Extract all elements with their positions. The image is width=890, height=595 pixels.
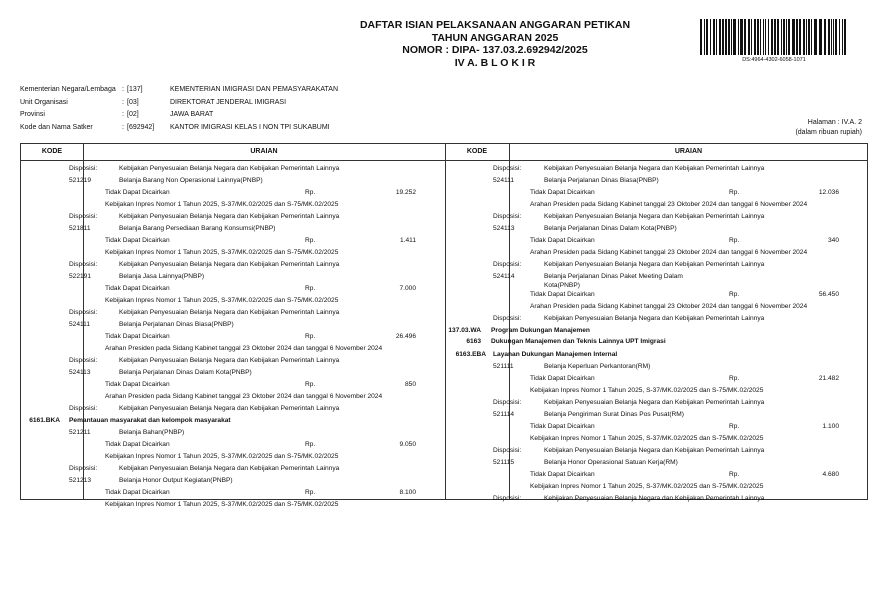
barcode-bar [806,19,807,55]
right_rows-cell: Arahan Presiden pada Sidang Kabinet tanggal 23 Oktober 2024 dan tanggal 6 November 2024 [530,303,808,310]
page-info [795,118,862,138]
meta-name: KANTOR IMIGRASI KELAS I NON TPI SUKABUMI [170,124,330,132]
header-divider [21,160,867,161]
left_rows-cell: Tidak Dapat Dicairkan [105,189,170,196]
left_rows-cell: 524113 [69,369,91,376]
right_rows-cell: 56.450 [818,291,839,298]
right_rows-cell: Tidak Dapat Dicairkan [530,237,595,244]
barcode-bar [751,19,752,55]
left_rows-cell: Kebijakan Penyesuaian Belanja Negara dan Kebijakan Pemerintah Lainnya [119,357,340,364]
barcode-bar [725,19,727,55]
barcode-bar [768,19,769,55]
barcode-bar [833,19,834,55]
kode-header-left: KODE [41,148,63,155]
barcode-bar [783,19,785,55]
left_rows-cell: Rp. [305,381,316,388]
barcode-bar [835,19,837,55]
barcode-bar [792,19,795,55]
barcode-bar [719,19,721,55]
right_rows-cell: Disposisi: [493,447,522,454]
right_rows-cell: Kebijakan Penyesuaian Belanja Negara dan Kebijakan Pemerintah Lainnya [544,399,765,406]
right_rows-cell: Tidak Dapat Dicairkan [530,375,595,382]
left_rows-cell: Kebijakan Inpres Nomor 1 Tahun 2025, S-37/MK.02/2025 dan S-75/MK.02/2025 [105,297,339,304]
left_rows-cell: 521219 [69,177,92,184]
left_rows-cell: Belanja Jasa Lainnya(PNBP) [119,273,205,280]
barcode-bar [733,19,736,55]
barcode-bar [774,19,776,55]
unit-note: (dalam ribuan rupiah) [795,129,862,136]
meta-name: JAWA BARAT [170,111,214,119]
right_rows-cell: Tidak Dapat Dicairkan [530,291,595,298]
meta-label: Kementerian Negara/Lembaga [20,86,116,93]
meta-colon: : [122,98,124,106]
meta-name: DIREKTORAT JENDERAL IMIGRASI [170,98,287,106]
allocation-table [20,143,868,508]
left_rows-cell: 524111 [69,321,91,328]
ds-code: DS:4964-4302-6058-1071 [742,57,806,63]
barcode-bar [716,19,717,55]
right_rows-cell: 524113 [493,225,515,232]
left_rows-cell: Rp. [305,237,316,244]
meta-label: Kode dan Nama Satker [20,124,93,132]
uraian-header-right: URAIAN [674,148,703,155]
left_rows-cell: 1.411 [399,237,416,244]
right_rows-cell: Kota(PNBP) [544,282,580,289]
left_rows-cell: 850 [404,381,416,388]
uraian-header-left: URAIAN [250,148,278,155]
left_rows-cell: 521213 [69,477,92,484]
meta-name: KEMENTERIAN IMIGRASI DAN PEMASYARAKATAN [170,86,339,93]
left_rows-cell: Disposisi: [69,213,98,220]
right_rows-cell: Rp. [729,237,740,244]
right_rows-cell: Rp. [729,471,740,478]
barcode-bar [754,19,756,55]
right_rows-cell: Rp. [729,291,740,298]
right_rows-cell: 137.03.WA [448,327,481,334]
left_rows-cell: Tidak Dapat Dicairkan [105,333,170,340]
left_rows-cell: 7.000 [399,285,416,292]
meta-code: [02] [127,111,139,119]
barcode-bar [748,19,750,55]
meta-code: [692942] [127,124,155,132]
right_rows-cell: Kebijakan Penyesuaian Belanja Negara dan Kebijakan Pemerintah Lainnya [544,165,765,172]
left_rows-cell: Tidak Dapat Dicairkan [105,489,170,496]
barcode-bar [803,19,805,55]
barcode-bar [824,19,826,55]
left_rows-cell: Tidak Dapat Dicairkan [105,441,170,448]
left_rows-cell: Tidak Dapat Dicairkan [105,285,170,292]
right_rows-cell: Disposisi: [493,495,522,502]
right_rows-cell: 6163 [466,338,481,345]
meta-label: Unit Organisasi [20,98,68,106]
meta-label: Provinsi [20,111,45,119]
left_rows-cell: Pemantauan masyarakat dan kelompok masyarakat [69,417,231,424]
barcode-bar [700,19,702,55]
left_rows-cell: Rp. [305,441,316,448]
title-line-4: IV A. B L O K I R [454,56,536,69]
left_rows-cell: 521811 [69,225,91,232]
barcode-bar [831,19,832,55]
barcode-bar [771,19,773,55]
right_rows-cell: 21.482 [818,375,839,382]
right_rows-cell: Disposisi: [493,315,522,322]
column-divider [445,144,446,499]
left_rows-cell: Rp. [305,489,316,496]
title-line-3: NOMOR : DIPA- 137.03.2.692942/2025 [402,44,588,56]
barcode-bar [808,19,810,55]
left_rows-cell: 26.496 [395,333,416,340]
right_rows-cell: Belanja Honor Operasional Satuan Kerja(RM) [544,459,678,466]
right_rows-cell: Layanan Dukungan Manajemen Internal [493,351,618,358]
right_rows-cell: Disposisi: [493,165,522,172]
right_rows-cell: Kebijakan Inpres Nomor 1 Tahun 2025, S-37/MK.02/2025 dan S-75/MK.02/2025 [530,387,764,394]
left_rows-cell: Disposisi: [69,309,98,316]
right_rows-cell: Rp. [729,189,740,196]
left_rows-cell: Belanja Bahan(PNBP) [119,429,185,436]
right_rows-cell: Arahan Presiden pada Sidang Kabinet tanggal 23 Oktober 2024 dan tanggal 6 November 2024 [530,249,808,256]
right_rows-cell: 521115 [493,459,515,466]
right_rows-cell: Tidak Dapat Dicairkan [530,423,595,430]
meta-code: [137] [127,86,143,93]
right_rows-cell: Belanja Perjalanan Dinas Biasa(PNBP) [544,177,659,184]
barcode-image [700,19,848,55]
left_rows-cell: Disposisi: [69,357,98,364]
left_rows-cell: 6161.BKA [29,417,60,424]
left_rows-cell: Rp. [305,333,316,340]
left_rows-cell: Kebijakan Inpres Nomor 1 Tahun 2025, S-37/MK.02/2025 dan S-75/MK.02/2025 [105,453,339,460]
meta-colon: : [122,111,124,119]
barcode-bar [731,19,732,55]
left_rows-cell: Tidak Dapat Dicairkan [105,381,170,388]
right_rows-cell: Kebijakan Inpres Nomor 1 Tahun 2025, S-37/MK.02/2025 dan S-75/MK.02/2025 [530,483,764,490]
right_rows-cell: Arahan Presiden pada Sidang Kabinet tanggal 23 Oktober 2024 dan tanggal 6 November 2024 [530,201,808,208]
left_rows-cell: Kebijakan Penyesuaian Belanja Negara dan Kebijakan Pemerintah Lainnya [119,309,340,316]
right_rows-cell: 12.036 [818,189,839,196]
barcode-bar [811,19,812,55]
right_rows-cell: Kebijakan Inpres Nomor 1 Tahun 2025, S-37/MK.02/2025 dan S-75/MK.02/2025 [530,435,764,442]
right_rows-cell: 524114 [493,273,515,280]
left_rows-cell: Kebijakan Penyesuaian Belanja Negara dan Kebijakan Pemerintah Lainnya [119,213,340,220]
left_rows-cell: 19.252 [395,189,416,196]
right_rows-cell: 6163.EBA [455,351,486,358]
right_rows-cell: Belanja Pengiriman Surat Dinas Pos Pusat(RM) [544,411,684,418]
right_rows-cell: 521114 [493,411,515,418]
barcode-bar [744,19,746,55]
barcode-bar [740,19,743,55]
left_rows-cell: 9.050 [399,441,416,448]
left_rows-cell: Belanja Barang Non Operasional Lainnya(PNBP) [119,177,263,184]
left_rows-cell: Tidak Dapat Dicairkan [105,237,170,244]
left_rows-cell: Kebijakan Penyesuaian Belanja Negara dan Kebijakan Pemerintah Lainnya [119,405,340,412]
left_rows-cell: Kebijakan Penyesuaian Belanja Negara dan Kebijakan Pemerintah Lainnya [119,465,340,472]
right_rows-cell: Disposisi: [493,261,522,268]
right_rows-cell: Program Dukungan Manajemen [491,327,590,334]
barcode-bar [842,19,843,55]
right_rows-cell: Belanja Perjalanan Dinas Paket Meeting Dalam [544,273,683,280]
right_rows-cell: Belanja Keperluan Perkantoran(RM) [544,363,651,370]
barcode-bar [706,19,708,55]
meta-code: [03] [127,98,139,106]
right_rows-cell: Rp. [729,423,740,430]
barcode-bar [796,19,798,55]
right_rows-cell: Kebijakan Penyesuaian Belanja Negara dan Kebijakan Pemerintah Lainnya [544,447,765,454]
left_rows-cell: Rp. [305,285,316,292]
barcode-bar [738,19,739,55]
right_rows-cell: Kebijakan Penyesuaian Belanja Negara dan Kebijakan Pemerintah Lainnya [544,261,765,268]
barcode-bar [763,19,764,55]
kode-header-right: KODE [466,148,488,155]
barcode-bar [760,19,761,55]
barcode-bar [765,19,766,55]
halaman-value: IV.A. 2 [841,119,862,126]
right_rows-cell: Dukungan Manajemen dan Teknis Lainnya UPT Imigrasi [491,338,666,345]
barcode-bar [704,19,705,55]
barcode-bar [728,19,730,55]
left_rows-cell: Kebijakan Penyesuaian Belanja Negara dan Kebijakan Pemerintah Lainnya [119,165,340,172]
right_rows-cell: Disposisi: [493,213,522,220]
right_rows-cell: Kebijakan Penyesuaian Belanja Negara dan Kebijakan Pemerintah Lainnya [544,315,765,322]
title-line-2: TAHUN ANGGARAN 2025 [431,31,559,44]
left_rows-cell: Disposisi: [69,261,98,268]
right_rows-cell: 521111 [493,363,514,370]
left_rows-cell: Disposisi: [69,465,98,472]
barcode-bar [844,19,846,55]
left_rows-cell: Disposisi: [69,165,98,172]
right_rows-cell: Rp. [729,375,740,382]
right_rows-cell: 340 [827,237,839,244]
left_rows-cell: Arahan Presiden pada Sidang Kabinet tanggal 23 Oktober 2024 dan tanggal 6 November 2024 [105,393,383,400]
barcode-bar [839,19,840,55]
meta-colon: : [122,124,124,132]
left_rows-cell: Belanja Perjalanan Dinas Dalam Kota(PNBP) [119,369,252,376]
barcode-bar [819,19,822,55]
left_rows-cell: Disposisi: [69,405,98,412]
halaman-label: Halaman : [807,119,840,126]
title-line-1: DAFTAR ISIAN PELAKSANAAN ANGGARAN PETIKAN [359,19,631,31]
right_rows-cell: Disposisi: [493,399,522,406]
left_rows-cell: 521211 [69,429,91,436]
right_rows-cell: Tidak Dapat Dicairkan [530,189,595,196]
left_rows-cell: Belanja Barang Persediaan Barang Konsumsi(PNBP) [119,225,276,232]
meta-colon: : [122,86,124,93]
right_rows-cell: 4.680 [822,471,839,478]
left_rows-cell: Kebijakan Inpres Nomor 1 Tahun 2025, S-37/MK.02/2025 dan S-75/MK.02/2025 [105,501,339,508]
barcode-bar [788,19,790,55]
barcode-bar [786,19,787,55]
left_rows-cell: Kebijakan Penyesuaian Belanja Negara dan Kebijakan Pemerintah Lainnya [119,261,340,268]
left_rows-cell: Rp. [305,189,316,196]
barcode-bar [777,19,779,55]
left_rows-cell: Belanja Honor Output Kegiatan(PNBP) [119,477,233,484]
barcode-bar [757,19,759,55]
left_rows-cell: Belanja Perjalanan Dinas Biasa(PNBP) [119,321,234,328]
barcode-graphic [700,19,848,55]
barcode-bar [722,19,724,55]
barcode-bar [814,19,817,55]
left_rows-cell: Kebijakan Inpres Nomor 1 Tahun 2025, S-37/MK.02/2025 dan S-75/MK.02/2025 [105,249,339,256]
left_rows-cell: 522191 [69,273,92,280]
barcode-bar [828,19,830,55]
right_rows-cell: 524111 [493,177,515,184]
barcode-bar [781,19,782,55]
left_rows-cell: Arahan Presiden pada Sidang Kabinet tanggal 23 Oktober 2024 dan tanggal 6 November 2024 [105,345,383,352]
left_rows-cell: 8.100 [399,489,416,496]
right_rows-cell: Belanja Perjalanan Dinas Dalam Kota(PNBP) [544,225,677,232]
right_rows-cell: Kebijakan Penyesuaian Belanja Negara dan Kebijakan Pemerintah Lainnya [544,495,765,502]
barcode-bar [710,19,711,55]
barcode-bar [713,19,715,55]
right_rows-cell: Tidak Dapat Dicairkan [530,471,595,478]
right_rows-cell: 1.100 [822,423,839,430]
barcode-bar [799,19,801,55]
left_rows-cell: Kebijakan Inpres Nomor 1 Tahun 2025, S-37/MK.02/2025 dan S-75/MK.02/2025 [105,201,339,208]
right_rows-cell: Kebijakan Penyesuaian Belanja Negara dan Kebijakan Pemerintah Lainnya [544,213,765,220]
